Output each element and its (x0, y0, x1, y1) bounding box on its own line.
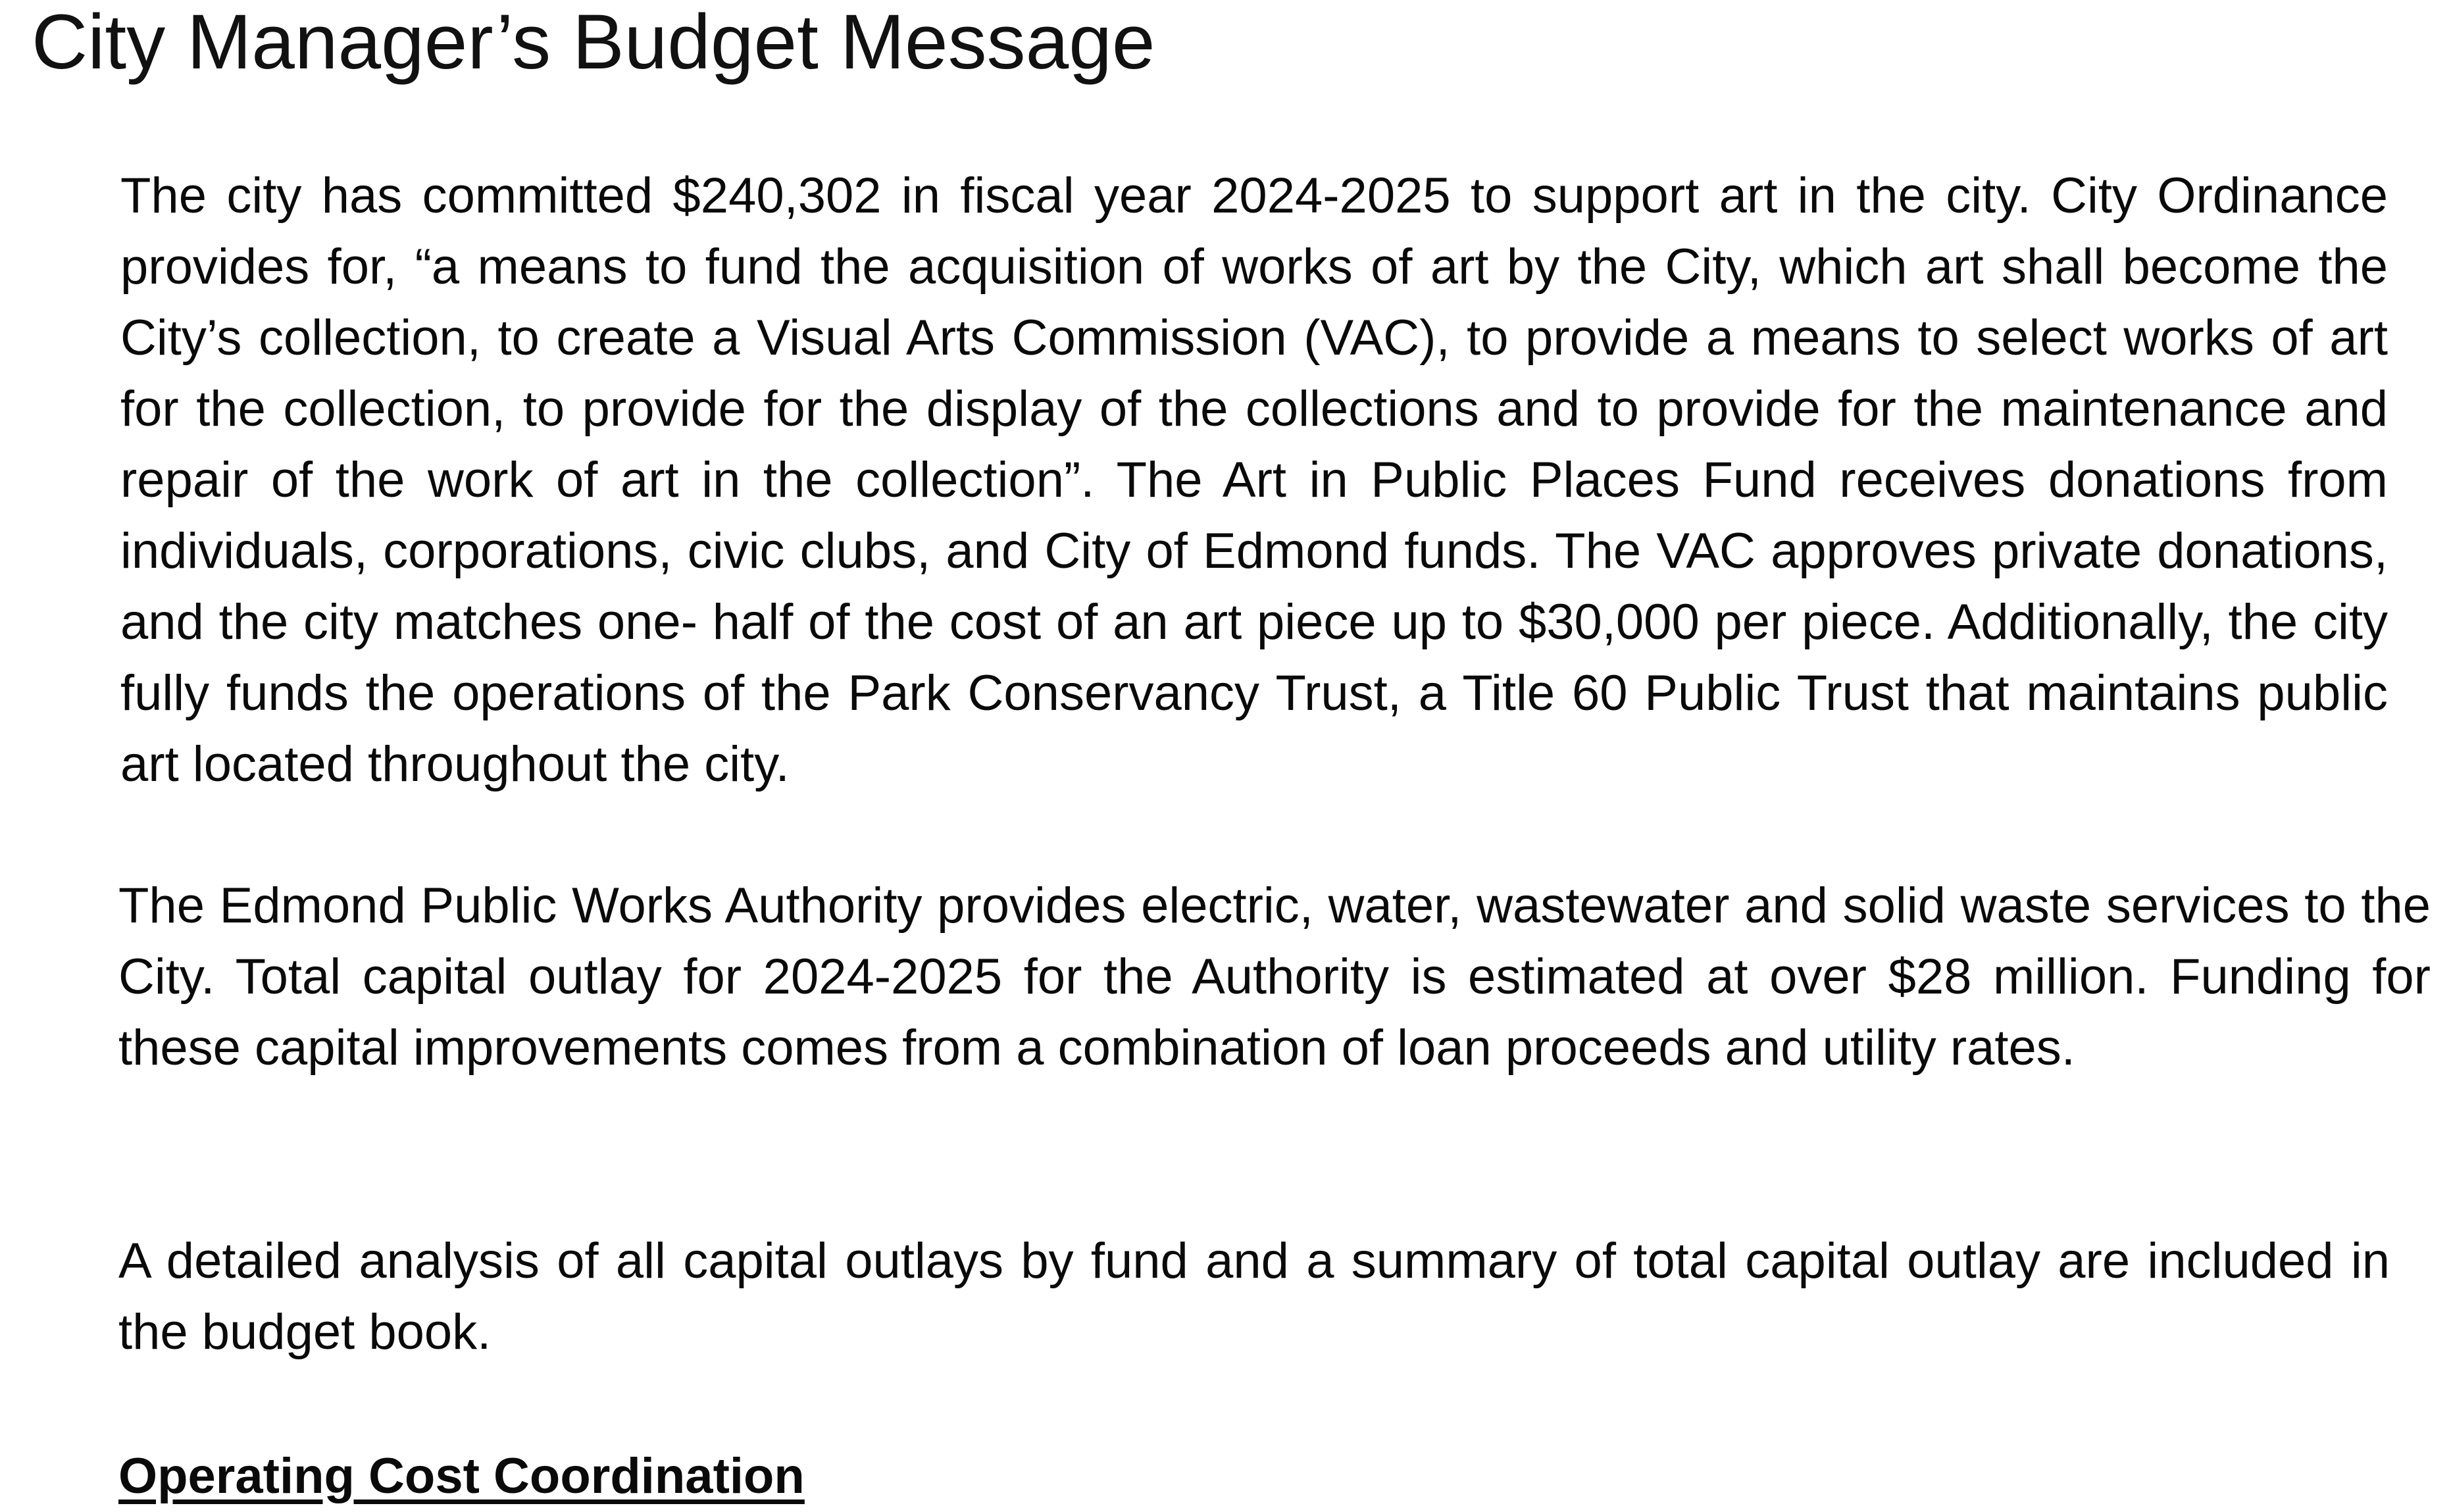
paragraph-art-funding: The city has committed $240,302 in fiscal year 2024-2025 to support art in the city. City Ordinance provides for, “a means to fund the acquisition of works of art by the City, which art shall become the City’s collection, to create a Visual Arts Commission (VAC), to provide a means to select works of art for the collection, to provide for the display of the collections and to provide for the maintenance and repair of the work of art in the collection”. The Art in Public Places Fund receives donations from individuals, corporations, civic clubs, and City of Edmond funds. The VAC approves private donations, and the city matches one- half of the cost of an art piece up to $30,000 per piece. Additionally, the city fully funds the operations of the Park Conservancy Trust, a Title 60 Public Trust that maintains public art located throughout the city. (120, 168, 2388, 792)
page-title: City Manager’s Budget Message (32, 0, 1155, 86)
section-heading-operating-cost: Operating Cost Coordination (118, 1448, 805, 1504)
paragraph-public-works-authority: The Edmond Public Works Authority provides electric, water, wastewater and solid waste services to the City. Total capital outlay for 2024-2025 for the Authority is estimated at over $28 million. Funding for these capital improvements comes from a combination of loan proceeds and utility rates. (118, 878, 2431, 1076)
paragraph-capital-outlay-analysis: A detailed analysis of all capital outlays by fund and a summary of total capital outlay are included in the budget book. (118, 1233, 2390, 1360)
